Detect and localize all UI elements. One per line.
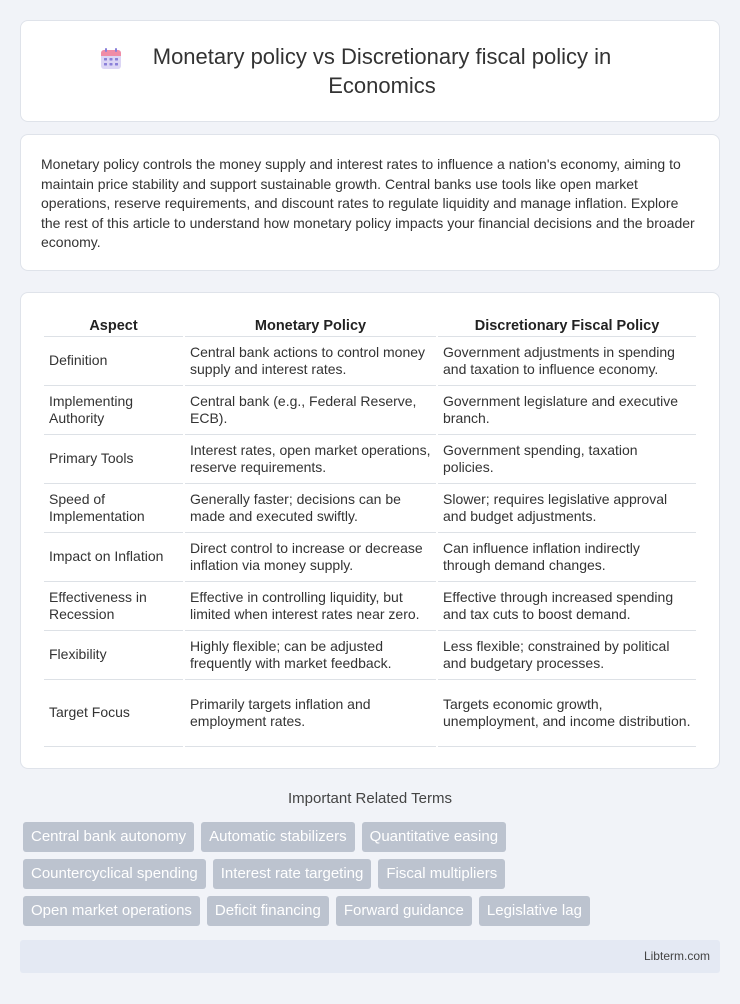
cell-aspect: Definition: [44, 337, 183, 386]
table-row: [44, 337, 696, 386]
tag-interest-rate-targeting[interactable]: Interest rate targeting: [213, 859, 372, 889]
tag-fiscal-multipliers[interactable]: Fiscal multipliers: [378, 859, 505, 889]
table-row: [44, 484, 696, 533]
footer-site-link[interactable]: Libterm.com: [643, 949, 710, 963]
header-card: [20, 20, 720, 122]
cell-fiscal: Effective through increased spending and tax cuts to boost demand.: [438, 582, 696, 631]
comparison-table: [42, 315, 698, 747]
cell-fiscal: Can influence inflation indirectly through demand changes.: [438, 533, 696, 582]
cell-aspect: Impact on Inflation: [44, 533, 183, 582]
cell-monetary: Effective in controlling liquidity, but limited when interest rates near zero.: [185, 582, 436, 631]
related-terms: [23, 822, 723, 933]
tag-forward-guidance[interactable]: Forward guidance: [336, 896, 472, 926]
cell-fiscal: Government spending, taxation policies.: [438, 435, 696, 484]
cell-monetary: Central bank (e.g., Federal Reserve, ECB).: [185, 386, 436, 435]
tag-row: [23, 822, 723, 852]
table-header-row: [44, 315, 696, 337]
table-row: [44, 631, 696, 680]
cell-fiscal: Government legislature and executive branch.: [438, 386, 696, 435]
related-terms-title: Important Related Terms: [288, 790, 452, 807]
tag-quantitative-easing[interactable]: Quantitative easing: [362, 822, 506, 852]
cell-aspect: Speed of Implementation: [44, 484, 183, 533]
cell-aspect: Primary Tools: [44, 435, 183, 484]
cell-aspect: Effectiveness in Recession: [44, 582, 183, 631]
tag-central-bank-autonomy[interactable]: Central bank autonomy: [23, 822, 194, 852]
cell-monetary: Central bank actions to control money supply and interest rates.: [185, 337, 436, 386]
cell-monetary: Direct control to increase or decrease inflation via money supply.: [185, 533, 436, 582]
table-row: [44, 533, 696, 582]
table-row: [44, 435, 696, 484]
cell-fiscal: Slower; requires legislative approval and budget adjustments.: [438, 484, 696, 533]
cell-monetary: Generally faster; decisions can be made and executed swiftly.: [185, 484, 436, 533]
tag-automatic-stabilizers[interactable]: Automatic stabilizers: [201, 822, 355, 852]
intro-card: [20, 134, 720, 271]
tag-row: [23, 896, 723, 926]
cell-monetary: Primarily targets inflation and employment rates.: [185, 680, 436, 747]
footer: [20, 940, 720, 973]
header-fiscal: Discretionary Fiscal Policy: [438, 315, 696, 337]
header-monetary: Monetary Policy: [185, 315, 436, 337]
cell-monetary: Interest rates, open market operations, reserve requirements.: [185, 435, 436, 484]
cell-fiscal: Less flexible; constrained by political and budgetary processes.: [438, 631, 696, 680]
tag-countercyclical-spending[interactable]: Countercyclical spending: [23, 859, 206, 889]
tag-row: [23, 859, 723, 889]
intro-text: Monetary policy controls the money supply and interest rates to influence a nation's economy, aiming to maintain price stability and support sustainable growth. Central banks use tools like open market operations, reserve requirements, and discount rates to regulate liquidity and manage inflation. Explore the rest of this article to understand how monetary policy impacts your financial decisions and the broader economy.: [41, 156, 695, 250]
comparison-card: [20, 292, 720, 769]
cell-aspect: Target Focus: [44, 680, 183, 747]
cell-monetary: Highly flexible; can be adjusted frequently with market feedback.: [185, 631, 436, 680]
tag-open-market-operations[interactable]: Open market operations: [23, 896, 200, 926]
header-aspect: Aspect: [44, 315, 183, 337]
cell-aspect: Implementing Authority: [44, 386, 183, 435]
tag-legislative-lag[interactable]: Legislative lag: [479, 896, 590, 926]
tag-deficit-financing[interactable]: Deficit financing: [207, 896, 329, 926]
table-row: [44, 582, 696, 631]
cell-aspect: Flexibility: [44, 631, 183, 680]
cell-fiscal: Targets economic growth, unemployment, and income distribution.: [438, 680, 696, 747]
cell-fiscal: Government adjustments in spending and taxation to influence economy.: [438, 337, 696, 386]
table-row: [44, 680, 696, 747]
page-title: Monetary policy vs Discretionary fiscal policy in Economics: [152, 44, 612, 98]
table-row: [44, 386, 696, 435]
